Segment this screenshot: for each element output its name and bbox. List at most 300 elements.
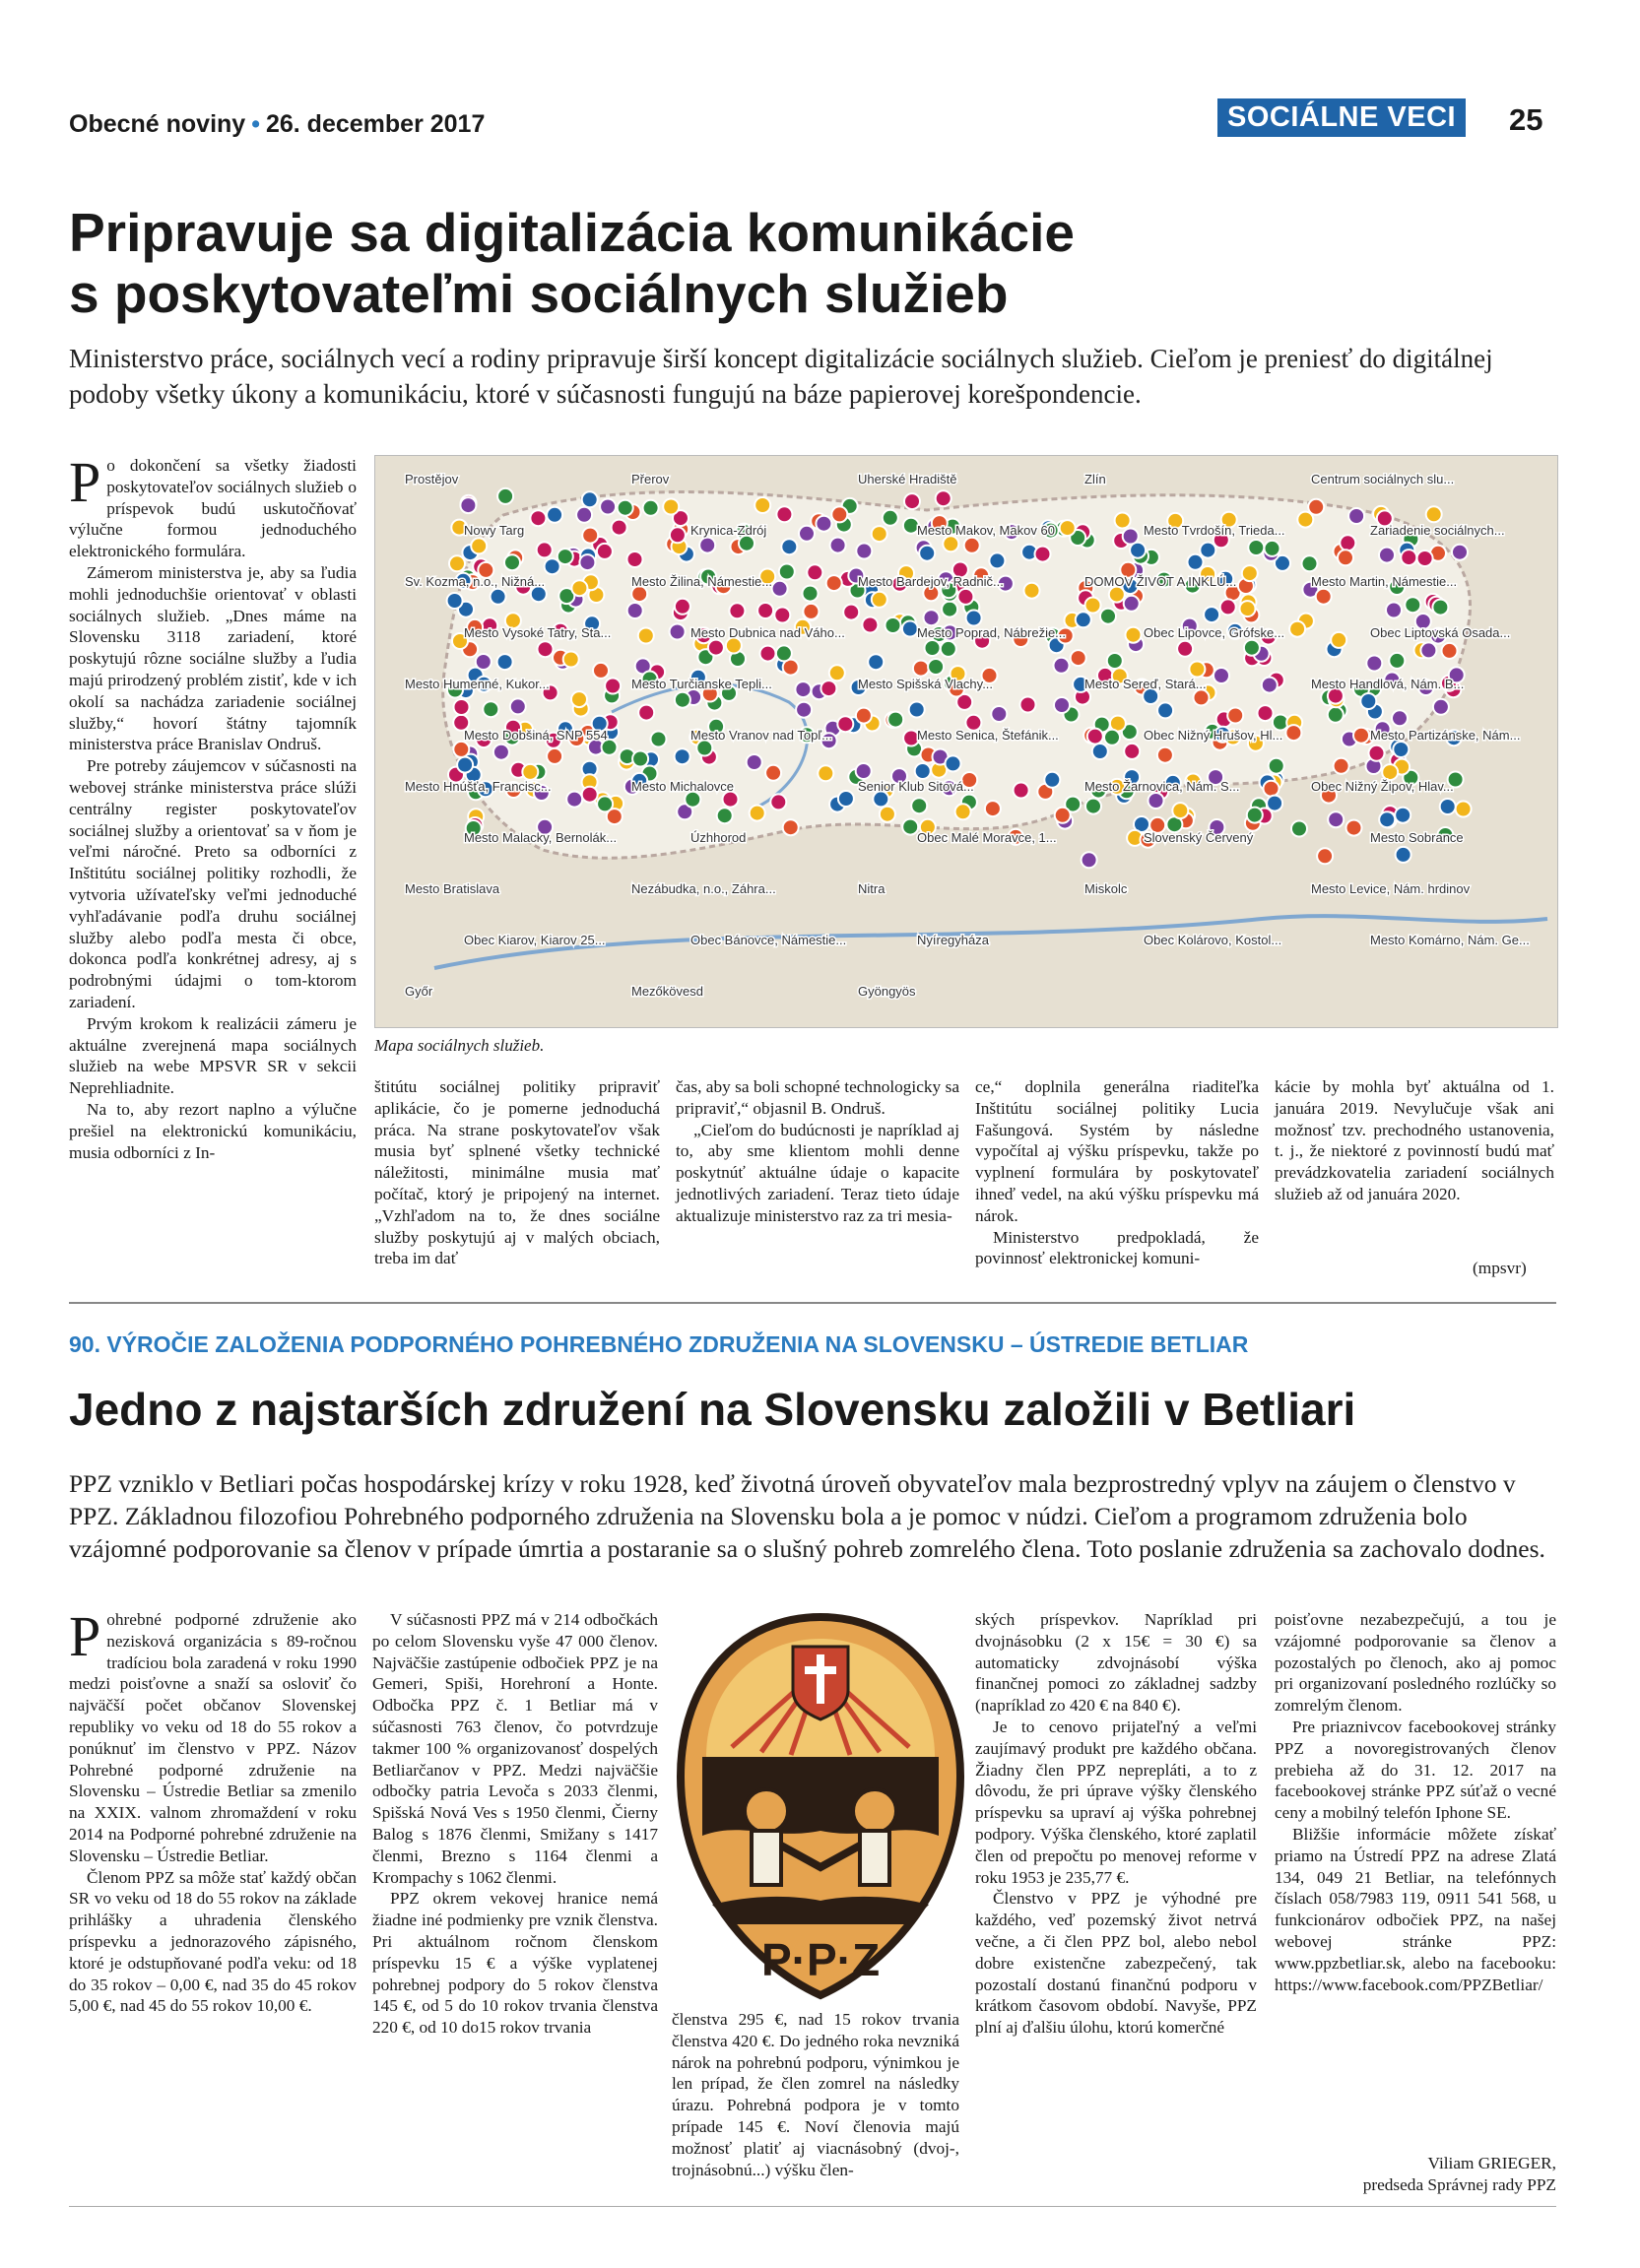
map-marker[interactable]: [1244, 640, 1260, 656]
map-marker[interactable]: [1126, 627, 1142, 643]
map-place-label: Mesto Turčianske Tepli...: [631, 677, 772, 691]
map-place-label: Mesto Hnúšťa, Francisc...: [405, 779, 552, 794]
map-place-label: Úzhhorod: [690, 830, 747, 845]
map-marker[interactable]: [460, 497, 476, 513]
map-marker[interactable]: [483, 701, 498, 717]
map-marker[interactable]: [783, 819, 799, 835]
map-marker[interactable]: [1289, 621, 1305, 637]
map-marker[interactable]: [880, 807, 895, 822]
map-place-label: Zariadenie sociálnych...: [1370, 523, 1505, 538]
map-marker[interactable]: [1340, 535, 1355, 551]
map-marker[interactable]: [754, 497, 770, 513]
map-marker[interactable]: [597, 544, 613, 559]
map-marker[interactable]: [826, 575, 842, 591]
map-marker[interactable]: [1177, 641, 1193, 657]
map-marker[interactable]: [883, 510, 898, 526]
map-marker[interactable]: [571, 691, 587, 707]
map-place-label: Slovenský Červený: [1144, 830, 1254, 845]
map-marker[interactable]: [1100, 609, 1116, 624]
map-graphic: [375, 456, 1557, 1027]
map-marker[interactable]: [1338, 550, 1353, 565]
map-marker[interactable]: [1014, 783, 1029, 799]
map-place-label: Nowy Targ: [464, 523, 525, 538]
map-marker[interactable]: [1285, 725, 1301, 741]
map-place-label: Mesto Senica, Štefánik...: [917, 728, 1059, 743]
map-marker[interactable]: [607, 809, 623, 824]
map-marker[interactable]: [803, 586, 819, 602]
map-marker[interactable]: [1035, 547, 1051, 562]
map-marker[interactable]: [675, 599, 690, 615]
map-marker[interactable]: [1420, 642, 1436, 658]
map-marker[interactable]: [913, 661, 929, 677]
map-marker[interactable]: [670, 527, 686, 543]
map-marker[interactable]: [1092, 744, 1108, 759]
map-marker[interactable]: [1265, 541, 1280, 556]
map-marker[interactable]: [563, 652, 579, 668]
map-place-label: Mesto Tvrdošín, Trieda...: [1144, 523, 1285, 538]
map-marker[interactable]: [547, 507, 562, 523]
map-place-label: Győr: [405, 984, 433, 999]
article1-title: [69, 202, 1546, 324]
map-marker[interactable]: [605, 679, 621, 694]
map-marker[interactable]: [991, 706, 1007, 722]
map-marker[interactable]: [1157, 702, 1173, 718]
map-marker[interactable]: [1248, 540, 1264, 555]
map-marker[interactable]: [818, 765, 833, 781]
map-marker[interactable]: [1456, 802, 1472, 817]
masthead: [69, 110, 485, 139]
article2-lead: PPZ vzniklo v Betliari počas hospodárskej krízy v roku 1928, keď životná úroveň obyvateľov mala bezprostredný vplyv na záujem o členstvo v PPZ. Základnou filozofiou Pohrebného podporného združenia na Slovensku bola a je pomoc v núdzi. Cieľom a programom združenia bolo vzájomné podporovanie sa členov v prípade úmrtia a postaranie sa o slušný pohreb zomrelého člena. Toto poslanie združenia sa zachovalo dodnes.: [69, 1469, 1545, 1563]
map-marker[interactable]: [1392, 710, 1408, 726]
paper-name: Obecné noviny: [69, 110, 246, 138]
map-marker[interactable]: [774, 608, 790, 623]
map-marker[interactable]: [504, 554, 520, 570]
map-marker[interactable]: [1269, 758, 1284, 774]
map-marker[interactable]: [765, 765, 781, 781]
map-marker[interactable]: [989, 552, 1005, 568]
paragraph: Pre priaznivcov facebookovej stránky PPZ a novoregistrovaných členov prebieha až do 31. 12. 2017 na facebookovej stránke PPZ súťaž o vecné ceny a mobilný telefón Iphone SE.: [1275, 1717, 1556, 1823]
article2-kicker: 90. VÝROČIE ZALOŽENIA PODPORNÉHO POHREBNÉHO ZDRUŽENIA NA SLOVENSKU – ÚSTREDIE BETLIAR: [69, 1331, 1249, 1357]
map-marker[interactable]: [1054, 658, 1070, 674]
map-marker[interactable]: [902, 621, 918, 637]
map-marker[interactable]: [856, 763, 872, 779]
map-marker[interactable]: [1172, 803, 1188, 818]
paragraph: o dokončení sa všetky žiadosti poskytovateľov sociálnych služieb o príspevok budú uskutočňovať výlučne formou jednoduchého elektronického formulára.: [69, 456, 357, 561]
map-marker[interactable]: [638, 628, 654, 644]
map-place-label: Mesto Žilina, Námestie...: [631, 574, 773, 589]
map-marker[interactable]: [685, 792, 700, 808]
map-marker[interactable]: [1115, 513, 1131, 529]
map-marker[interactable]: [843, 605, 859, 620]
map-marker[interactable]: [579, 554, 595, 570]
map-marker[interactable]: [497, 654, 513, 670]
map-place-label: Mesto Makov, Makov 60: [917, 523, 1055, 538]
map-marker[interactable]: [925, 640, 941, 656]
map-marker[interactable]: [942, 602, 957, 617]
map-marker[interactable]: [708, 640, 724, 656]
map-marker[interactable]: [530, 510, 546, 526]
map-marker[interactable]: [1188, 554, 1204, 570]
map-place-label: Mesto Martin, Námestie...: [1311, 574, 1458, 589]
map-marker[interactable]: [1328, 811, 1344, 827]
map-marker[interactable]: [837, 716, 853, 732]
map-marker[interactable]: [1214, 668, 1229, 683]
map-place-label: Mesto Partizánske, Nám...: [1370, 728, 1521, 743]
map-marker[interactable]: [856, 544, 872, 559]
paragraph: Členom PPZ sa môže stať každý občan SR vo veku od 18 do 55 rokov na základe prihlášky a uhradenia členského príspevku a jednorazového zápisného, ktoré je odstupňované podľa veku: od 18 do 35 rokov – 0,00 €, nad 35 do 45 rokov 5,00 €, nad 45 do 55 rokov 10,00 €.: [69, 1867, 357, 2016]
article1-lead: Ministerstvo práce, sociálnych vecí a rodiny pripravuje širší koncept digitalizácie sociálnych služieb. Cieľom je preniesť do digitálnej podoby všetky úkony a komunikáciu, ktoré v súčasnosti fungujú na báze papierovej korešpondencie.: [69, 344, 1493, 409]
map-marker[interactable]: [1264, 781, 1279, 797]
map-place-label: Mesto Dubnica nad Váho...: [690, 625, 845, 640]
map-marker[interactable]: [1194, 689, 1210, 705]
paragraph: Pre potreby záujemcov v súčasnosti na webovej stránke ministerstva práce slúži centrálny register poskytovateľov sociálnej služby a orientovať sa v ňom je veľmi náročné. Preto sa odborníci z Inštitútu sociálnej politiky rozhodli, že vytvoria užívateľsky veľmi jednoduché vyhľadávanie podľa druhu sociálnej služby alebo podľa mesta či obce, dokonca podľa konkrétnej adresy, aj s podrobnými údajmi o tom-ktorom zariadení.: [69, 756, 357, 1011]
map-marker[interactable]: [1054, 697, 1070, 713]
map-marker[interactable]: [522, 764, 538, 780]
map-marker[interactable]: [1267, 796, 1282, 811]
map-marker[interactable]: [915, 763, 931, 779]
map-marker[interactable]: [887, 712, 903, 728]
map-marker[interactable]: [1396, 847, 1411, 863]
map-marker[interactable]: [739, 536, 754, 551]
section-divider: [69, 1302, 1556, 1304]
map-place-label: Mesto Levice, Nám. hrdinov: [1311, 881, 1471, 896]
map-marker[interactable]: [820, 680, 836, 696]
map-marker[interactable]: [838, 791, 854, 807]
map-marker[interactable]: [510, 698, 526, 714]
map-marker[interactable]: [936, 490, 951, 506]
map-marker[interactable]: [1071, 650, 1086, 666]
map-marker[interactable]: [453, 742, 469, 757]
map-marker[interactable]: [779, 564, 795, 580]
map-place-label: Mesto Michalovce: [631, 779, 735, 794]
map-place-label: Obec Kolárovo, Kostol...: [1144, 933, 1282, 947]
map-place-label: Obec Nižný Žipov, Hlav...: [1311, 779, 1454, 794]
map-marker[interactable]: [872, 592, 887, 608]
map-marker[interactable]: [447, 593, 463, 609]
map-marker[interactable]: [924, 610, 940, 625]
map-marker[interactable]: [941, 641, 956, 657]
map-marker[interactable]: [856, 708, 872, 724]
map-marker[interactable]: [1227, 708, 1243, 724]
map-marker[interactable]: [638, 705, 654, 721]
map-marker[interactable]: [1346, 820, 1362, 836]
map-marker[interactable]: [454, 699, 470, 715]
map-marker[interactable]: [566, 792, 582, 808]
ppz-emblem-icon: [673, 1609, 968, 2003]
map-marker[interactable]: [776, 645, 792, 661]
map-marker[interactable]: [1433, 699, 1449, 715]
map-marker[interactable]: [547, 748, 562, 764]
map-marker[interactable]: [1317, 848, 1333, 864]
map-marker[interactable]: [471, 538, 487, 553]
map-place-label: Mezőkövesd: [631, 984, 703, 999]
map-marker[interactable]: [1204, 607, 1219, 622]
map-marker[interactable]: [831, 506, 847, 522]
map-place-label: Senior Klub Sitová...: [858, 779, 974, 794]
article2-col2: [372, 1609, 658, 2039]
map-marker[interactable]: [1189, 662, 1205, 678]
map-marker[interactable]: [670, 624, 686, 640]
map-marker[interactable]: [795, 681, 811, 697]
paragraph: Prvým krokom k realizácii zámeru je aktuálne zverejnená mapa sociálnych služieb na webe MPSVR SR v sekcii Neprehliadnite.: [69, 1013, 357, 1098]
article2-col4: [975, 1609, 1257, 2039]
paragraph: štitútu sociálnej politiky pripraviť aplikácie, čo je pomerne jednoduchá práca. Na strane poskytovateľov však musia byť splnené všetky technické náležitosti, minimálne musia mať počítač, ktorý je pripojený na internet. „Vzhľadom na to, že dnes sociálne služby poskytujú aj v malých obciach, treba im dať: [374, 1077, 660, 1268]
map-marker[interactable]: [1262, 678, 1278, 693]
map-place-label: Mesto Spišská Vlachy...: [858, 677, 994, 691]
map-place-label: Mesto Žarnovica, Nám. S...: [1084, 779, 1240, 794]
bottom-rule: [69, 2206, 1556, 2207]
map-place-label: Mesto Dobšiná, SNP 554: [464, 728, 608, 743]
map-marker[interactable]: [796, 702, 812, 718]
article2-title: Jedno z najstarších združení na Slovensku založili v Betliari: [69, 1384, 1356, 1435]
map-marker[interactable]: [1124, 596, 1140, 612]
map-place-label: Mesto Handlová, Nám. B...: [1311, 677, 1465, 691]
page-number: 25: [1509, 102, 1543, 137]
map-marker[interactable]: [1124, 744, 1140, 759]
map-place-label: Mesto Bratislava: [405, 881, 500, 896]
map-marker[interactable]: [868, 654, 884, 670]
map-marker[interactable]: [627, 551, 643, 567]
map-place-label: Mesto Bardejov, Radnič...: [858, 574, 1004, 589]
map-marker[interactable]: [571, 580, 587, 596]
map-marker[interactable]: [1379, 548, 1395, 563]
map-marker[interactable]: [1348, 508, 1364, 524]
map-marker[interactable]: [1389, 653, 1405, 669]
map-marker[interactable]: [612, 520, 627, 536]
map-marker[interactable]: [1432, 600, 1448, 616]
map-marker[interactable]: [1220, 599, 1236, 615]
article1-title-line1: Pripravuje sa digitalizácia komunikácie: [69, 202, 1075, 263]
paragraph: Ministerstvo predpokladá, že povinnosť elektronickej komuni-: [975, 1227, 1259, 1268]
map-marker[interactable]: [955, 804, 971, 819]
map-marker[interactable]: [816, 516, 831, 532]
map-marker[interactable]: [1302, 555, 1318, 571]
map-place-label: Miskolc: [1084, 881, 1128, 896]
map-place-label: Uherské Hradiště: [858, 472, 957, 486]
map-marker[interactable]: [776, 506, 792, 522]
map-marker[interactable]: [747, 754, 762, 770]
signature: [1275, 2153, 1556, 2196]
map-marker[interactable]: [1316, 589, 1332, 605]
map-marker[interactable]: [1020, 697, 1036, 713]
map-marker[interactable]: [862, 617, 878, 633]
map-place-label: Centrum sociálnych slu...: [1311, 472, 1455, 486]
map-marker[interactable]: [946, 755, 961, 771]
map-place-label: DOMOV ŽIVOT A INKLÚ...: [1084, 574, 1237, 589]
map-marker[interactable]: [1366, 656, 1382, 672]
map-marker[interactable]: [1104, 730, 1120, 745]
map-marker[interactable]: [449, 555, 465, 571]
map-marker[interactable]: [593, 663, 609, 679]
map-marker[interactable]: [1258, 705, 1274, 721]
paragraph: PPZ okrem vekovej hranice nemá žiadne iné podmienky pre vznik členstva. Pri aktuálnom ročnom členskom príspevku 15 € a výške vyplatenej pohrebnej podpory do 5 rokov členstva 145 €, od 5 do 10 rokov trvania členstva 220 €, od 10 do15 rokov trvania: [372, 1889, 658, 2038]
map-marker[interactable]: [476, 654, 492, 670]
map-marker[interactable]: [491, 589, 506, 605]
map-marker[interactable]: [699, 538, 715, 553]
article1-source: (mpsvr): [1473, 1259, 1527, 1277]
map-marker[interactable]: [663, 499, 679, 515]
paragraph: Členstvo v PPZ je výhodné pre každého, veď pozemský život netrvá večne, a či člen PPZ bol, alebo nebol dobre existenčne zabezpečený, tak pozostalí dostanú finančnú podporu v krátkom časovom období. Navyše, PPZ plní aj ďalšiu úlohu, ktorú komerčné: [975, 1889, 1257, 2038]
paragraph: Na to, aby rezort naplno a výlučne prešiel na elektronickú komunikáciu, musia odborníci z In-: [69, 1099, 357, 1162]
map-place-label: Mesto Sobrance: [1370, 830, 1464, 845]
map-marker[interactable]: [928, 659, 944, 675]
map-marker[interactable]: [1123, 529, 1139, 545]
map-place-label: Přerov: [631, 472, 670, 486]
map-marker[interactable]: [760, 646, 776, 662]
article1-col1: [69, 450, 357, 1163]
paragraph: členstva 295 €, nad 15 rokov trvania členstva 420 €. Do jedného roka nevzniká nárok na pohrebnú podporu, výnimkou je len prípad, že člen zomrel na následky úrazu. Pohrebná podpora je v tomto prípade 145 €. Noví členovia majú možnosť platiť aj viacnásobný (dvoj-, trojnásobnú...) výšku člen-: [672, 2010, 959, 2179]
map-marker[interactable]: [964, 538, 980, 553]
map-marker[interactable]: [1087, 729, 1103, 745]
map-marker[interactable]: [729, 603, 745, 618]
map-caption: Mapa sociálnych služieb.: [374, 1036, 545, 1055]
map-marker[interactable]: [627, 603, 643, 618]
map-marker[interactable]: [457, 757, 473, 773]
map-marker[interactable]: [1076, 612, 1091, 627]
map-marker[interactable]: [1082, 852, 1097, 868]
map-place-label: Obec Bánovce, Námestie...: [690, 933, 847, 947]
map-marker[interactable]: [966, 611, 982, 626]
map-marker[interactable]: [770, 794, 786, 810]
map-marker[interactable]: [799, 526, 815, 542]
map-marker[interactable]: [1440, 799, 1456, 814]
map-place-label: Sv. Kozma, n.o., Nižná...: [405, 574, 546, 589]
map-marker[interactable]: [675, 692, 690, 708]
map-marker[interactable]: [651, 732, 667, 747]
map-marker[interactable]: [600, 499, 616, 515]
map-place-label: Mesto Malacky, Bernolák...: [464, 830, 618, 845]
map-place-label: Zlín: [1084, 472, 1106, 486]
map-marker[interactable]: [902, 819, 918, 835]
map-marker[interactable]: [1426, 506, 1442, 522]
map-marker[interactable]: [943, 536, 958, 551]
signature-name: Viliam GRIEGER,: [1427, 2154, 1556, 2172]
map-place-label: Prostějov: [405, 472, 459, 486]
map-marker[interactable]: [1331, 632, 1346, 648]
map-marker[interactable]: [872, 526, 887, 542]
map-marker[interactable]: [957, 589, 973, 605]
map-marker[interactable]: [576, 507, 592, 523]
map-place-label: Obec Kiarov, Kiarov 25...: [464, 933, 606, 947]
map-marker[interactable]: [1055, 808, 1071, 823]
map-marker[interactable]: [1417, 551, 1433, 566]
map-marker[interactable]: [723, 792, 739, 808]
map-place-label: Krynica-Zdrój: [690, 523, 767, 538]
map-marker[interactable]: [582, 787, 598, 803]
map-place-label: Mesto Vysoké Tatry, Sta...: [464, 625, 612, 640]
map-marker[interactable]: [781, 539, 797, 554]
map-marker[interactable]: [757, 603, 773, 618]
map-marker[interactable]: [830, 538, 846, 553]
map-marker[interactable]: [1386, 603, 1402, 618]
article1-title-line2: s poskytovateľmi sociálnych služieb: [69, 263, 1009, 324]
map-marker[interactable]: [1401, 550, 1416, 565]
map-marker[interactable]: [1247, 808, 1263, 823]
map-marker[interactable]: [1379, 811, 1395, 827]
map-marker[interactable]: [750, 806, 765, 821]
paragraph: kácie by mohla byť aktuálna od 1. januára 2019. Nevylučuje však ani možnosť tzv. prechodného ustanovenia, t. j., že niektoré z povinností budú mať prevádzkovatelia zariadení sociálnych služieb až od januára 2020.: [1275, 1077, 1554, 1203]
map-marker[interactable]: [886, 617, 901, 633]
map-marker[interactable]: [1297, 512, 1313, 528]
map-marker[interactable]: [1157, 747, 1173, 763]
map-marker[interactable]: [1107, 653, 1123, 669]
map-marker[interactable]: [1393, 742, 1409, 757]
map-marker[interactable]: [1452, 545, 1468, 560]
map-marker[interactable]: [807, 564, 822, 580]
map-marker[interactable]: [1405, 597, 1420, 613]
map-marker[interactable]: [1060, 520, 1076, 536]
map-marker[interactable]: [537, 542, 553, 557]
map-marker[interactable]: [1328, 707, 1344, 723]
map-marker[interactable]: [911, 798, 927, 813]
paragraph: Bližšie informácie môžete získať priamo na Ústredí PPZ na adrese Zlatá 134, 049 21 Betliar, na telefónnych číslach 058/7983 119, 0911 541 568, u funkcionárov odbočiek PPZ, na našej webovej stránke PPZ: www.ppzbetliar.sk, alebo na facebooku: https://www.facebook.com/PPZBetliar/: [1275, 1824, 1556, 1994]
map-marker[interactable]: [829, 665, 845, 680]
map-place-label: Obec Liptovská Osada...: [1370, 625, 1511, 640]
map-marker[interactable]: [632, 751, 648, 767]
map-marker[interactable]: [643, 500, 659, 516]
ppz-logo: [673, 1609, 968, 2003]
map-marker[interactable]: [675, 748, 690, 764]
map-marker[interactable]: [558, 549, 573, 564]
paragraph: V súčasnosti PPZ má v 214 odbočkách po celom Slovensku vyše 47 000 členov. Najväčšie zastúpenie odbočiek PPZ je na Gemeri, Spiši, Horehroní a Honte. Odbočka PPZ č. 1 Betliar má v súčasnosti 763 členov, čo potvrdzuje takmer 100 % organizovanosť dospelých Betliarčanov v PPZ. Medzi najväčšie odbočky patria Levoča s 2033 členmi, Spišská Nová Ves s 1950 členmi, Čierny Balog s 1876 členmi, Smižany s 1417 členmi, Brezno s 1164 členmi a Krompachy s 1062 členmi.: [372, 1610, 658, 1887]
map-marker[interactable]: [1200, 543, 1215, 558]
article2-col1: [69, 1604, 357, 2017]
map-marker[interactable]: [904, 493, 920, 509]
map-marker[interactable]: [1024, 583, 1040, 599]
map-marker[interactable]: [1242, 565, 1258, 581]
map-marker[interactable]: [1085, 598, 1101, 614]
map-marker[interactable]: [1360, 693, 1376, 709]
signature-role: predseda Správnej rady PPZ: [1362, 2175, 1556, 2194]
map-place-label: Nezábudka, n.o., Záhra...: [631, 881, 776, 896]
map-marker[interactable]: [919, 546, 935, 561]
map-marker[interactable]: [1148, 793, 1164, 809]
map-marker[interactable]: [538, 641, 554, 657]
map-marker[interactable]: [1395, 808, 1410, 823]
map-place-label: Nyíregyháza: [917, 933, 989, 947]
map-place-label: Obec Malé Moravce, 1...: [917, 830, 1057, 845]
map-marker[interactable]: [1369, 745, 1385, 761]
map-marker[interactable]: [493, 745, 509, 760]
map-marker[interactable]: [1442, 643, 1458, 659]
map-marker[interactable]: [909, 702, 925, 718]
map-marker[interactable]: [497, 488, 513, 504]
map-marker[interactable]: [985, 801, 1001, 816]
map-marker[interactable]: [1291, 821, 1307, 837]
map-place-label: Nitra: [858, 881, 886, 896]
map-marker[interactable]: [1085, 799, 1101, 814]
map-marker[interactable]: [1044, 772, 1060, 788]
map-marker[interactable]: [582, 491, 598, 507]
section-badge: SOCIÁLNE VECI: [1217, 98, 1466, 137]
map-marker[interactable]: [803, 604, 819, 619]
map-marker[interactable]: [618, 500, 633, 516]
article2-dropcap: P: [69, 1604, 101, 1668]
article1-col3: [676, 1076, 959, 1227]
article2-col3: [672, 2009, 959, 2180]
map-place-label: Mesto Sereď, Stará...: [1084, 677, 1207, 691]
map-marker[interactable]: [1334, 758, 1349, 774]
map-marker[interactable]: [1382, 764, 1398, 780]
map-place-label: Mesto Humenné, Kukor...: [405, 677, 550, 691]
map-marker[interactable]: [1353, 728, 1369, 744]
map-marker[interactable]: [1240, 601, 1256, 616]
map-marker[interactable]: [582, 528, 598, 544]
paragraph: ohrebné podporné združenie ako nezisková organizácia s 89-ročnou tradíciou bola zaradená v roku 1990 medzi poisťovne a snaží sa osloviť čo najväčší počet občanov Slovenskej republiky vo veku od 18 do 55 rokov a ponúknuť im členstvo v PPZ. Názov Pohrebné podporné združenie na Slovensku – Ústredie Betliar sa zmenilo na XXIX. valnom zhromaždení v roku 2014 na Podporné pohrebné združenie na Slovensku – Ústredie Betliar.: [69, 1610, 357, 1865]
map-marker[interactable]: [772, 581, 788, 597]
map-place-label: Obec Lipovce, Grófske...: [1144, 625, 1285, 640]
map-marker[interactable]: [717, 808, 733, 823]
